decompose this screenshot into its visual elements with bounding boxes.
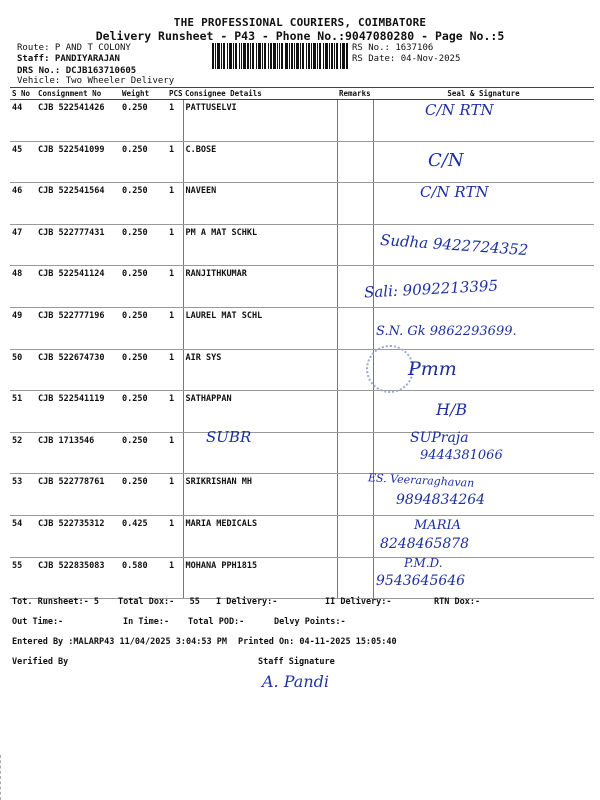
weight: 0.250	[120, 266, 167, 308]
col-sno: S No	[10, 88, 36, 100]
company-title: THE PROFESSIONAL COURIERS, COIMBATORE	[173, 16, 427, 29]
handwriting-r52-phone: 9444381066	[420, 448, 503, 463]
table-header	[10, 88, 594, 100]
pcs: 1	[167, 515, 183, 557]
pcs: 1	[167, 432, 183, 474]
handwriting-r50: Pmm	[408, 358, 457, 380]
table-row	[10, 183, 594, 225]
remarks	[337, 391, 373, 433]
staff-signature: A. Pandi	[262, 672, 329, 691]
table-row	[10, 515, 594, 557]
sno: 51	[10, 391, 36, 433]
sno: 53	[10, 474, 36, 516]
handwriting-r53-name: ES. Veeraraghavan	[367, 471, 475, 490]
consignee: PATTUSELVI	[183, 100, 337, 142]
rs-number: RS No.: 1637106	[352, 43, 434, 53]
consignee: NAVEEN	[183, 183, 337, 225]
consignment-no: CJB 522778761	[36, 474, 120, 516]
consignment-no: CJB 522541564	[36, 183, 120, 225]
remarks	[337, 141, 373, 183]
col-seal-signature: Seal & Signature	[373, 88, 594, 100]
table-row	[10, 391, 594, 433]
weight: 0.250	[120, 100, 167, 142]
consignee: C.BOSE	[183, 141, 337, 183]
handwriting-r54-name: MARIA	[414, 518, 462, 533]
handwriting-r55-name: P.M.D.	[404, 556, 443, 570]
remarks	[337, 432, 373, 474]
pcs: 1	[167, 141, 183, 183]
handwriting-r53-phone: 9894834264	[396, 492, 486, 508]
weight: 0.580	[120, 557, 167, 599]
handwriting-r55-phone: 9543645646	[376, 573, 466, 589]
pcs: 1	[167, 391, 183, 433]
consignment-no: CJB 522735312	[36, 515, 120, 557]
runsheet-subtitle: Delivery Runsheet - P43 - Phone No.:9047080280 - Page No.:5	[95, 29, 505, 43]
out-time: Out Time:-	[12, 617, 64, 627]
sno: 55	[10, 557, 36, 599]
pcs: 1	[167, 474, 183, 516]
sno: 46	[10, 183, 36, 225]
weight: 0.250	[120, 224, 167, 266]
handwriting-r48: Sali: 9092213395	[363, 276, 499, 302]
runsheet-table	[10, 87, 594, 599]
handwriting-r44: C/N RTN	[425, 101, 494, 119]
in-time: In Time:-	[123, 617, 170, 627]
staff-signature-label: Staff Signature	[258, 657, 335, 667]
signature-cell	[373, 391, 594, 433]
consignment-no: CJB 522541426	[36, 100, 120, 142]
consignee: MOHANA PPH1815	[183, 557, 337, 599]
handwriting-r47: Sudha 9422724352	[379, 230, 529, 260]
weight: 0.250	[120, 183, 167, 225]
remarks	[337, 183, 373, 225]
weight: 0.425	[120, 515, 167, 557]
rtn-dox: RTN Dox:-	[434, 597, 481, 607]
barcode	[212, 43, 348, 69]
pcs: 1	[167, 557, 183, 599]
weight: 0.250	[120, 349, 167, 391]
consignment-no: CJB 522541119	[36, 391, 120, 433]
remarks	[337, 557, 373, 599]
sno: 54	[10, 515, 36, 557]
handwriting-r54-phone: 8248465878	[380, 536, 470, 552]
pcs: 1	[167, 100, 183, 142]
weight: 0.250	[120, 474, 167, 516]
consignment-no: CJB 522674730	[36, 349, 120, 391]
i-delivery: I Delivery:-	[216, 597, 278, 607]
pcs: 1	[167, 349, 183, 391]
consignment-no: CJB 522541124	[36, 266, 120, 308]
delvy-points: Delvy Points:-	[274, 617, 346, 627]
handwriting-r52-cell: SUBR	[206, 428, 252, 446]
weight: 0.250	[120, 307, 167, 349]
table-row	[10, 474, 594, 516]
rs-date: RS Date: 04-Nov-2025	[352, 54, 461, 64]
consignment-no: CJB 1713546	[36, 432, 120, 474]
consignee: PM A MAT SCHKL	[183, 224, 337, 266]
weight: 0.250	[120, 391, 167, 433]
pcs: 1	[167, 266, 183, 308]
table-row	[10, 100, 594, 142]
consignee: MARIA MEDICALS	[183, 515, 337, 557]
pcs: 1	[167, 307, 183, 349]
vehicle-label: Vehicle: Two Wheeler Delivery	[17, 76, 175, 86]
total-pod: Total POD:-	[188, 617, 245, 627]
remarks	[337, 100, 373, 142]
verified-by: Verified By	[12, 657, 69, 667]
handwriting-r52-name: SUPraja	[410, 430, 469, 446]
weight: 0.250	[120, 141, 167, 183]
consignment-no: CJB 522777196	[36, 307, 120, 349]
consignee: SRIKRISHAN MH	[183, 474, 337, 516]
sno: 48	[10, 266, 36, 308]
table-row	[10, 266, 594, 308]
table-row	[10, 557, 594, 599]
consignee: AIR SYS	[183, 349, 337, 391]
printed-on: Printed On: 04-11-2025 15:05:40	[238, 637, 397, 647]
sno: 49	[10, 307, 36, 349]
col-pcs: PCS	[169, 89, 183, 98]
col-consignee: Consignee Details	[183, 88, 337, 100]
scan-edge-mark	[0, 755, 5, 800]
staff-label: Staff: PANDIYARAJAN	[17, 54, 120, 64]
signature-cell	[373, 141, 594, 183]
table-row	[10, 141, 594, 183]
col-remarks: Remarks	[337, 88, 373, 100]
drs-number: DRS No.: DCJB163710605	[17, 66, 137, 76]
entered-by: Entered By :MALARP43 11/04/2025 3:04:53 PM	[12, 637, 227, 647]
consignment-no: CJB 522541099	[36, 141, 120, 183]
route-label: Route: P AND T COLONY	[17, 43, 131, 53]
sno: 50	[10, 349, 36, 391]
pcs: 1	[167, 183, 183, 225]
consignment-no: CJB 522835083	[36, 557, 120, 599]
sno: 45	[10, 141, 36, 183]
sno: 52	[10, 432, 36, 474]
table-row	[10, 432, 594, 474]
consignee: SATHAPPAN	[183, 391, 337, 433]
col-consignment: Consignment No	[36, 88, 120, 100]
remarks	[337, 307, 373, 349]
weight: 0.250	[120, 432, 167, 474]
sno: 44	[10, 100, 36, 142]
pcs: 1	[167, 224, 183, 266]
faded-stamp	[366, 345, 414, 393]
col-weight: Weight	[120, 88, 167, 100]
remarks	[337, 515, 373, 557]
consignment-no: CJB 522777431	[36, 224, 120, 266]
handwriting-r46: C/N RTN	[420, 183, 489, 201]
handwriting-r45: C/N	[428, 150, 464, 171]
sno: 47	[10, 224, 36, 266]
ii-delivery: II Delivery:-	[325, 597, 392, 607]
handwriting-r49: S.N. Gk 9862293699.	[376, 324, 517, 339]
consignee: LAUREL MAT SCHL	[183, 307, 337, 349]
total-dox: Total Dox:- 55	[118, 597, 200, 607]
table-row	[10, 349, 594, 391]
remarks	[337, 224, 373, 266]
consignee: RANJITHKUMAR	[183, 266, 337, 308]
tot-runsheet: Tot. Runsheet:- 5	[12, 597, 99, 607]
handwriting-r51: H/B	[436, 400, 468, 419]
